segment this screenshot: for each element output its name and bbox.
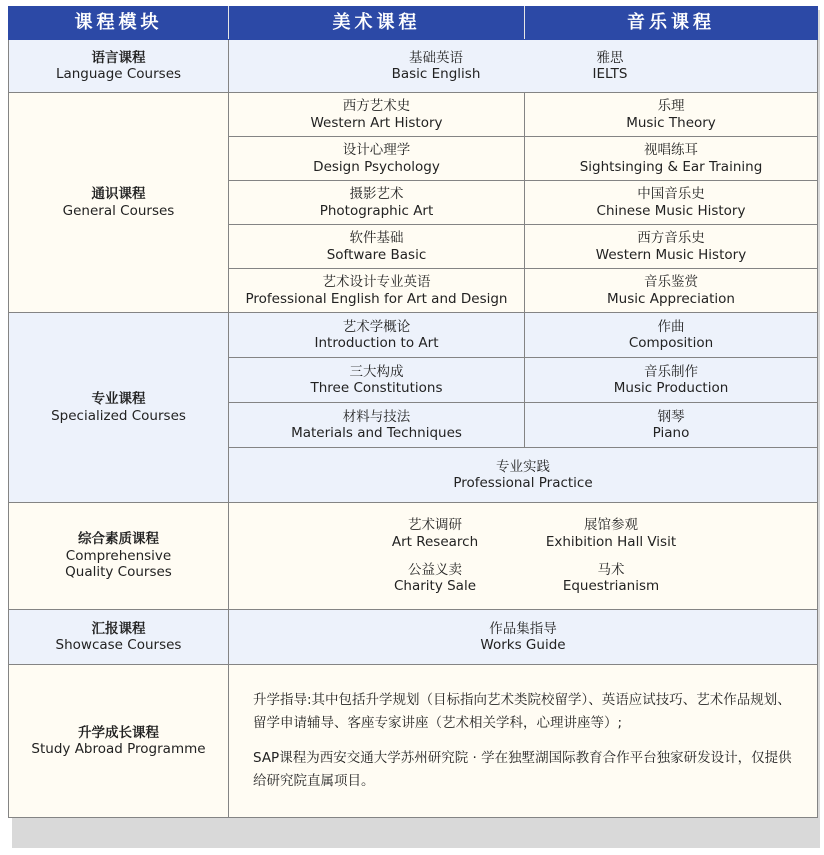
- course-zh: 摄影艺术: [349, 186, 404, 203]
- course-zh: 作品集指导: [489, 620, 557, 637]
- abroad-paragraph-guidance: 升学指导:其中包括升学规划（目标指向艺术类院校留学）、英语应试技巧、艺术作品规划、留学申请辅导、客座专家讲座（艺术相关学科，心理讲座等）;: [253, 692, 791, 731]
- category-en: Language Courses: [55, 66, 182, 82]
- category-en: Specialized Courses: [51, 407, 186, 424]
- category-en: Quality Courses: [65, 564, 172, 581]
- showcase-category: [9, 610, 229, 665]
- course-en: Music Appreciation: [607, 290, 735, 307]
- course-zh: 音乐鉴赏: [644, 274, 698, 291]
- header-music: 音乐课程: [525, 7, 818, 40]
- course-works-guide: [229, 610, 818, 665]
- course-zh: 马术: [597, 562, 625, 578]
- course-en: Western Art History: [310, 114, 443, 131]
- course-en: Composition: [628, 335, 714, 351]
- abroad-category: [9, 665, 229, 818]
- course-en: Piano: [652, 425, 690, 441]
- showcase-row: [9, 610, 818, 665]
- general-category: [9, 93, 229, 313]
- course-en: Music Production: [613, 380, 729, 396]
- course-en: Sightsinging & Ear Training: [579, 158, 763, 175]
- course-zh: 艺术调研: [408, 517, 462, 534]
- course-zh: 钢琴: [657, 408, 685, 425]
- general-row: [9, 93, 818, 137]
- abroad-description: [229, 665, 818, 818]
- course-en: Introduction to Art: [314, 335, 439, 351]
- course-western-music-history: [525, 225, 818, 269]
- course-intro-to-art: [229, 313, 525, 358]
- course-sightsinging: [525, 137, 818, 181]
- category-en: Comprehensive: [65, 547, 172, 564]
- abroad-row: [9, 665, 818, 818]
- course-basic-english: [381, 50, 491, 83]
- course-zh: 音乐制作: [644, 363, 698, 380]
- course-music-appreciation: [525, 269, 818, 313]
- course-en: Equestrianism: [562, 578, 660, 595]
- course-zh: 乐理: [657, 98, 685, 115]
- course-equestrianism: [531, 562, 691, 595]
- course-en: Materials and Techniques: [291, 425, 462, 441]
- course-en: Art Research: [391, 533, 479, 550]
- course-zh: 基础英语: [409, 49, 463, 66]
- course-software-basic: [229, 225, 525, 269]
- course-professional-english: [229, 269, 525, 313]
- course-materials-techniques: [229, 403, 525, 448]
- course-zh: 艺术学概论: [342, 318, 411, 335]
- course-en: IELTS: [592, 66, 628, 82]
- course-professional-practice: [229, 448, 818, 503]
- course-table: [8, 6, 818, 818]
- course-western-art-history: [229, 93, 525, 137]
- course-zh: 中国音乐史: [637, 186, 705, 203]
- category-zh: 升学成长课程: [78, 724, 159, 741]
- course-design-psychology: [229, 137, 525, 181]
- header-module: 课程模块: [9, 7, 229, 40]
- course-chinese-music-history: [525, 181, 818, 225]
- course-charity-sale: [355, 562, 515, 595]
- comprehensive-row: [9, 503, 818, 610]
- course-zh: 设计心理学: [342, 142, 411, 159]
- language-category: [9, 40, 229, 93]
- comprehensive-courses: [229, 503, 818, 610]
- category-en: Study Abroad Programme: [31, 741, 206, 757]
- course-en: Photographic Art: [319, 202, 434, 219]
- course-art-research: [355, 517, 515, 550]
- category-en: Showcase Courses: [55, 637, 182, 653]
- course-zh: 视唱练耳: [644, 142, 698, 159]
- comprehensive-category: [9, 503, 229, 610]
- course-en: Basic English: [391, 66, 481, 82]
- language-courses: [229, 40, 818, 93]
- course-zh: 展馆参观: [584, 517, 638, 534]
- header-art: 美术课程: [229, 7, 525, 40]
- course-en: Music Theory: [626, 114, 716, 131]
- course-zh: 西方音乐史: [637, 230, 705, 247]
- header-row: [9, 7, 818, 40]
- course-music-theory: [525, 93, 818, 137]
- course-en: Software Basic: [326, 246, 427, 263]
- course-composition: [525, 313, 818, 358]
- course-zh: 西方艺术史: [342, 98, 411, 115]
- category-zh: 汇报课程: [91, 620, 146, 637]
- specialized-row: [9, 313, 818, 358]
- category-en: General Courses: [62, 202, 175, 219]
- course-zh: 雅思: [596, 49, 624, 66]
- course-zh: 艺术设计专业英语: [322, 274, 431, 291]
- course-en: Charity Sale: [393, 578, 477, 595]
- course-en: Works Guide: [480, 637, 566, 653]
- course-photographic-art: [229, 181, 525, 225]
- course-en: Three Constitutions: [310, 380, 443, 396]
- course-en: Exhibition Hall Visit: [545, 533, 677, 550]
- course-piano: [525, 403, 818, 448]
- course-three-constitutions: [229, 358, 525, 403]
- category-zh: 语言课程: [91, 49, 146, 66]
- course-en: Design Psychology: [313, 158, 440, 175]
- category-zh: 通识课程: [91, 186, 146, 203]
- course-zh: 专业实践: [496, 458, 550, 475]
- category-zh: 综合素质课程: [78, 531, 159, 548]
- course-exhibition-visit: [531, 517, 691, 550]
- course-en: Professional English for Art and Design: [245, 290, 508, 307]
- abroad-paragraph-sap: SAP课程为西安交通大学苏州研究院 · 学在独墅湖国际教育合作平台独家研发设计，仅提供给研究院直属项目。: [253, 750, 792, 789]
- course-music-production: [525, 358, 818, 403]
- language-row: [9, 40, 818, 93]
- course-en: Professional Practice: [453, 475, 593, 491]
- course-zh: 公益义卖: [408, 562, 462, 578]
- specialized-category: [9, 313, 229, 503]
- course-ielts: [555, 50, 665, 83]
- course-en: Western Music History: [595, 246, 747, 263]
- course-zh: 材料与技法: [342, 408, 411, 425]
- course-zh: 作曲: [657, 318, 685, 335]
- course-zh: 软件基础: [349, 230, 404, 247]
- course-zh: 三大构成: [349, 363, 404, 380]
- category-zh: 专业课程: [91, 391, 146, 408]
- course-en: Chinese Music History: [596, 202, 746, 219]
